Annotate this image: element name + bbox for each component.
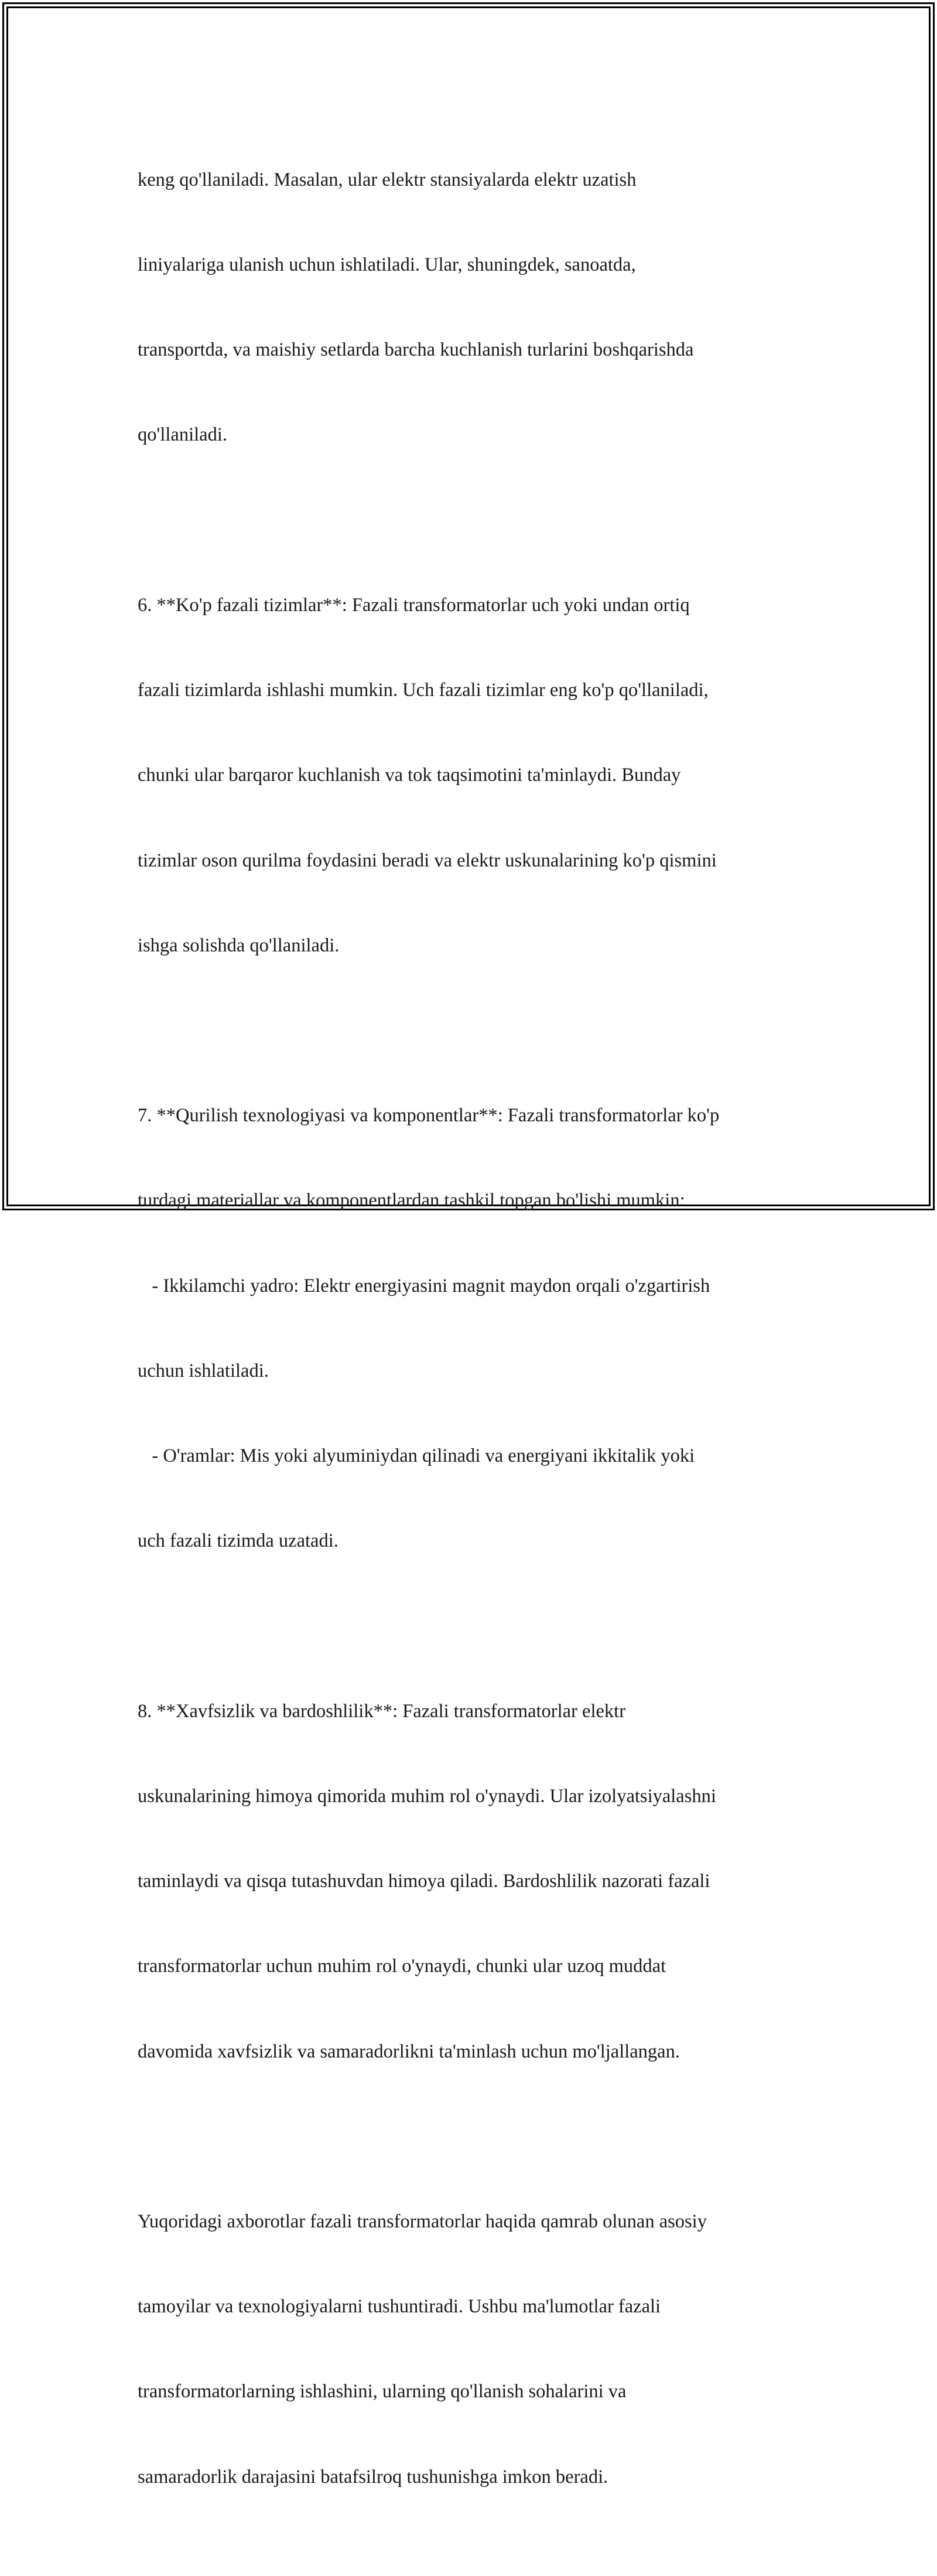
paragraph-continuation — [138, 109, 805, 506]
text-line: liniyalariga ulanish uchun ishlatiladi. Ular, shuningdek, sanoatda, — [138, 254, 636, 276]
text-line: tamoyilar va texnologiyalarni tushuntiradi. Ushbu ma'lumotlar fazali — [138, 2296, 661, 2318]
text-line: transportda, va maishiy setlarda barcha kuchlanish turlarini boshqarishda — [138, 339, 694, 361]
text-line: davomida xavfsizlik va samaradorlikni ta'minlash uchun mo'ljallangan. — [138, 2041, 680, 2062]
paragraph-item-8 — [138, 1640, 805, 2123]
paragraph-conclusion — [138, 2151, 805, 2548]
text-line: Yuqoridagi axborotlar fazali transformatorlar haqida qamrab olunan asosiy — [138, 2211, 707, 2232]
text-line: uchun ishlatiladi. — [138, 1360, 269, 1381]
text-line: samaradorlik darajasini batafsilroq tushunishga imkon beradi. — [138, 2466, 608, 2488]
text-line: - Ikkilamchi yadro: Elektr energiyasini magnit maydon orqali o'zgartirish — [138, 1275, 710, 1296]
text-line: uskunalarining himoya qimorida muhim rol o'ynaydi. Ular izolyatsiyalashni — [138, 1785, 716, 1807]
document-body — [138, 109, 805, 2576]
paragraph-item-7 — [138, 1045, 805, 1612]
text-line: qo'llaniladi. — [138, 424, 227, 446]
text-line: keng qo'llaniladi. Masalan, ular elektr stansiyalarda elektr uzatish — [138, 169, 637, 190]
text-line: 7. **Qurilish texnologiyasi va komponentlar**: Fazali transformatorlar ko'p — [138, 1105, 720, 1127]
text-line: transformatorlarning ishlashini, ularning qo'llanish sohalarini va — [138, 2381, 627, 2403]
text-line: taminlaydi va qisqa tutashuvdan himoya qiladi. Bardoshlilik nazorati fazali — [138, 1871, 710, 1892]
paragraph-item-6 — [138, 534, 805, 1016]
text-line: - O'ramlar: Mis yoki alyuminiydan qilinadi va energiyani ikkitalik yoki — [138, 1445, 695, 1467]
text-line: tizimlar oson qurilma foydasini beradi va elektr uskunalarining ko'p qismini — [138, 849, 717, 871]
text-line: uch fazali tizimda uzatadi. — [138, 1530, 338, 1552]
text-line: 8. **Xavfsizlik va bardoshlilik**: Fazali transformatorlar elektr — [138, 1700, 626, 1722]
text-line: 6. **Ko'p fazali tizimlar**: Fazali transformatorlar uch yoki undan ortiq — [138, 594, 690, 616]
text-line: fazali tizimlarda ishlashi mumkin. Uch fazali tizimlar eng ko'p qo'llaniladi, — [138, 680, 709, 701]
text-line: ishga solishda qo'llaniladi. — [138, 934, 340, 956]
text-line: chunki ular barqaror kuchlanish va tok taqsimotini ta'minlaydi. Bunday — [138, 765, 681, 786]
text-line: transformatorlar uchun muhim rol o'ynaydi, chunki ular uzoq muddat — [138, 1956, 666, 1977]
text-line: turdagi materiallar va komponentlardan tashkil topgan bo'lishi mumkin: — [138, 1190, 685, 1212]
